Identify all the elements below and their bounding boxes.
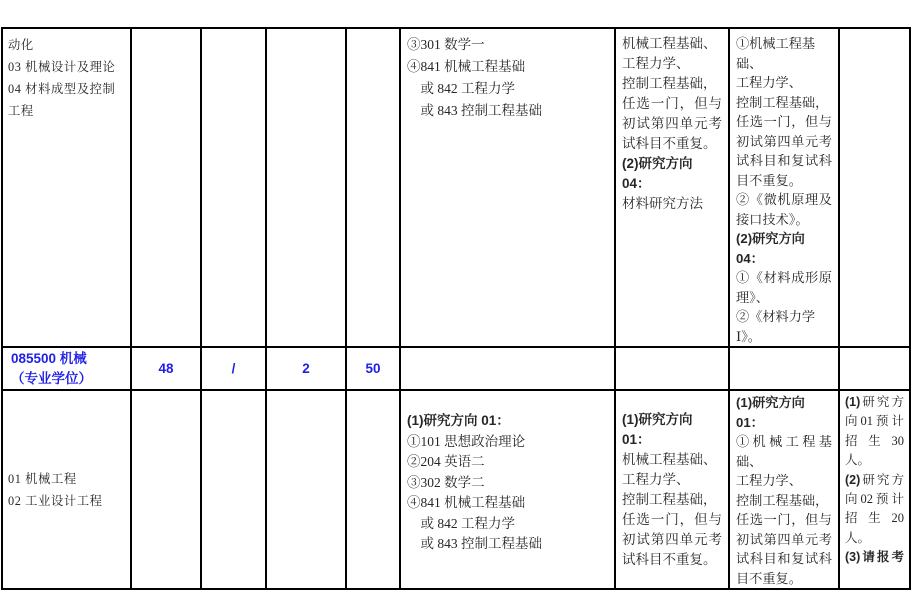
cell-blue-quota: 48 (131, 347, 201, 390)
text-line: 试科目和复试科 (736, 551, 832, 566)
text-line: 控制工程基础， (622, 492, 717, 507)
text-line: 04 材料成型及控制 (8, 82, 116, 96)
text-line: Ⅰ》。 (736, 328, 761, 344)
cell-top-num3 (266, 28, 346, 347)
cell-blue-program-code (2, 347, 131, 390)
text-line: ②《材料力学 (736, 309, 816, 324)
text-line: (1)研究方向 01： (736, 395, 805, 430)
text-line: 或 843 控制工程基础 (407, 103, 542, 118)
cell-bottom-num2 (201, 390, 266, 589)
text-line: 招生20 (845, 511, 904, 526)
text-line: 目不重复。 (736, 172, 802, 188)
table-row-programs-top (2, 28, 910, 347)
cell-blue-exempt: 2 (266, 347, 346, 390)
text-line: 人。 (845, 530, 871, 545)
text-line: 任选一门，但与 (622, 96, 722, 111)
cell-bottom-research-directions (2, 390, 131, 589)
text-line: ②《微机原理及 (736, 192, 832, 207)
text-line: (1)研究方 (845, 395, 904, 409)
text-line: (1)研究方向 01： (407, 413, 510, 428)
table-row-programs-bottom (2, 390, 910, 589)
text-line: 01 机械工程 (8, 471, 77, 486)
text-line: ①机械工程基 (736, 36, 816, 51)
text-line: 试科目不重复。 (622, 552, 717, 567)
cell-bottom-num1 (131, 390, 201, 589)
text-line: 向02预计 (845, 492, 904, 507)
text-line: (3)请报考 (845, 550, 904, 565)
text-line: (2)研究方 (845, 472, 904, 487)
text-line: ①101 思想政治理论 (407, 433, 526, 449)
table-row-program-085500 (2, 347, 910, 390)
text-line: 控制工程基础， (736, 94, 829, 110)
text-line: 础、 (736, 453, 763, 469)
text-line: 控制工程基础， (736, 492, 829, 508)
text-line: 机械工程基础、 (622, 36, 717, 51)
text-line: ④841 机械工程基础 (407, 495, 526, 510)
text-line: 工程力学、 (622, 472, 690, 487)
text-line: ④841 机械工程基础 (407, 59, 526, 74)
text-line: 人。 (845, 453, 871, 468)
cell-blue-elective-note (615, 347, 729, 390)
text-line: 工程力学、 (736, 473, 802, 488)
cell-bottom-exam-subjects (400, 390, 615, 589)
cell-bottom-retest-note (729, 390, 839, 589)
text-line: 或 842 工程力学 (407, 515, 515, 531)
cell-top-num1 (131, 28, 201, 347)
admissions-table (1, 27, 911, 590)
text-line: 任选一门，但与 (736, 512, 832, 527)
cell-blue-remarks (839, 347, 910, 390)
text-line: 或 843 控制工程基础 (407, 536, 542, 551)
cell-blue-exam-subjects (400, 347, 615, 390)
text-line: 试科目和复试科 (736, 153, 832, 168)
text-line: 材料研究方法 (622, 196, 703, 211)
text-line: 招生30 (845, 433, 904, 448)
text-line: 理》、 (736, 289, 769, 305)
text-line: 03 机械设计及理论 (8, 60, 116, 74)
cell-top-exam-subjects (400, 28, 615, 347)
text-line: 085500 机械 (11, 350, 87, 366)
text-line: 动化 (8, 38, 34, 52)
cell-blue-retest-note (729, 347, 839, 390)
cell-top-num2 (201, 28, 266, 347)
cell-blue-slash: / (201, 347, 266, 390)
text-line: 目不重复。 (736, 570, 802, 586)
text-line: 初试第四单元考 (736, 133, 832, 149)
text-line: ①机械工程基 (736, 434, 832, 449)
text-line: 向01预计 (845, 414, 904, 429)
text-line: ③301 数学一 (407, 37, 485, 52)
cell-bottom-remarks (839, 390, 910, 589)
text-line: 工程 (8, 104, 34, 118)
text-line: ①《材料成形原 (736, 270, 832, 285)
cell-top-remarks (839, 28, 910, 347)
text-line: 控制工程基础， (622, 76, 717, 91)
text-line: 任选一门，但与 (736, 114, 832, 129)
text-line: ②204 英语二 (407, 454, 485, 469)
text-line: 工程力学、 (622, 56, 690, 71)
text-line: 工程力学、 (736, 75, 802, 90)
text-line: (2)研究方向 04： (622, 156, 693, 191)
text-line: (2)研究方向 04： (736, 231, 805, 266)
text-line: 任选一门，但与 (622, 512, 722, 527)
cell-bottom-num3 (266, 390, 346, 589)
cell-top-retest-note (729, 28, 839, 347)
cell-top-num4 (346, 28, 400, 347)
text-line: （专业学位） (11, 370, 92, 386)
text-line: (1)研究方向 01： (622, 412, 693, 447)
cell-top-research-directions (2, 28, 131, 347)
text-line: 机械工程基础、 (622, 452, 717, 467)
text-line: 初试第四单元考 (622, 116, 722, 131)
text-line: 或 842 工程力学 (407, 81, 515, 96)
cell-blue-total: 50 (346, 347, 400, 390)
text-line: ③302 数学二 (407, 474, 485, 490)
text-line: 接口技术》。 (736, 211, 809, 227)
text-line: 础、 (736, 55, 763, 71)
cell-bottom-elective-note (615, 390, 729, 589)
text-line: 初试第四单元考 (736, 531, 832, 547)
text-line: 02 工业设计工程 (8, 493, 103, 508)
text-line: 初试第四单元考 (622, 532, 722, 547)
cell-top-elective-note (615, 28, 729, 347)
cell-bottom-num4 (346, 390, 400, 589)
text-line: 试科目不重复。 (622, 136, 717, 151)
